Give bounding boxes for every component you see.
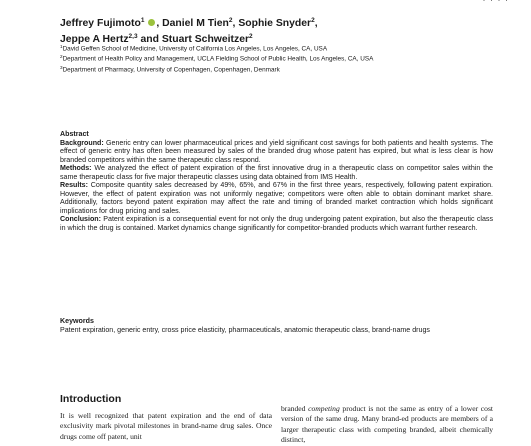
author-name[interactable]: Sophie Snyder	[238, 18, 312, 29]
header-fragment: · · · ·	[482, 0, 509, 5]
author-name[interactable]: Jeppe A Hertz	[60, 34, 129, 45]
section-text: We analyzed the effect of patent expiration of the first innovative drug in a therapeutic class on competitor sales within the same therapeutic class for five major therapeutic classes using data obtained from IMS Health.	[60, 164, 493, 181]
affil-marker: 2,3	[128, 33, 138, 40]
abstract-background	[60, 139, 493, 165]
author-name[interactable]: Daniel M Tien	[162, 18, 229, 29]
keywords	[60, 317, 493, 334]
section-text: Patent expiration is a consequential event for not only the drug undergoing patent expiration, but also the therapeutic class in which the drug is contained. Market dynamics change significantly for competitor-branded products which warrant further research.	[60, 215, 493, 232]
section-text: Generic entry can lower pharmaceutical prices and yield significant cost savings for both patients and health systems. The effect of generic entry has often been measured by sales of the branded drug whose patent has expired, but what is less clear is how branded competitors within the same therapeutic class respond.	[60, 138, 493, 164]
affil-marker: 2	[228, 17, 233, 24]
affiliations	[60, 43, 420, 74]
introduction-left-column: It is well recognized that patent expiration and the end of data exclusivity mark pivotal milestones in brand-name drug sales. Once drugs come off patent, unit	[60, 411, 272, 441]
author-name[interactable]: Stuart Schweitzer	[161, 34, 250, 45]
affil-text: David Geffen School of Medicine, University of California Los Angeles, Los Angeles, CA, USA	[62, 45, 328, 53]
affil-marker: 2	[249, 33, 253, 40]
intro-italic: competing	[308, 404, 340, 413]
affiliation	[60, 64, 420, 74]
introduction-right-column	[281, 404, 493, 446]
affil-text: Department of Health Policy and Management, UCLA Fielding School of Public Health, Los Angeles, CA, USA	[62, 55, 374, 63]
abstract-heading: Abstract	[60, 130, 89, 138]
affil-number: 1	[60, 44, 63, 49]
abstract-methods	[60, 164, 493, 181]
section-text: Composite quantity sales decreased by 49%, 65%, and 67% in the first three years, respectively, following patent expiration. However, the effect of patent expiration was not uniformly negative; competitors were often able to obtain dominant market share. Additionally, factors beyond patent expiration may affect the rate and timing of branded market contraction which holds significant implications for drug pricing and sales.	[60, 181, 493, 215]
affil-number: 3	[60, 64, 63, 70]
section-label: Conclusion:	[60, 215, 101, 223]
section-label: Background:	[60, 138, 104, 147]
abstract-results	[60, 181, 493, 215]
orcid-icon[interactable]	[148, 19, 155, 26]
affil-number: 2	[60, 54, 63, 60]
affil-marker: 1	[140, 17, 145, 24]
keywords-heading: Keywords	[60, 317, 94, 325]
author-conjunction: and	[140, 34, 159, 45]
affil-marker: 2	[311, 17, 315, 24]
intro-text: branded	[281, 404, 309, 413]
intro-text: product is not the same as entry of a lower cost version of the same drug. Many brand-ed products are members of a larger therapeutic class with competing branded, albeit chemically distinct,	[281, 404, 494, 445]
introduction-heading: Introduction	[60, 393, 122, 405]
section-label: Results:	[60, 181, 88, 189]
abstract	[60, 130, 493, 232]
section-label: Methods:	[60, 164, 92, 172]
affiliation	[60, 43, 420, 53]
abstract-conclusion	[60, 215, 493, 232]
affiliation	[60, 53, 420, 63]
author-name[interactable]: Jeffrey Fujimoto	[60, 18, 141, 29]
affil-text: Department of Pharmacy, University of Copenhagen, Copenhagen, Denmark	[62, 66, 280, 74]
author-list: Jeffrey Fujimoto$^1$ , Daniel M Tien$^2$, Sophie Snyder$^2$, Jeppe A Hertz$^{2,3}$ and Stuart Schweitzer$^2$	[60, 17, 318, 45]
keywords-text: Patent expiration, generic entry, cross price elasticity, pharmaceuticals, anatomic therapeutic class, brand-name drugs	[60, 325, 430, 334]
